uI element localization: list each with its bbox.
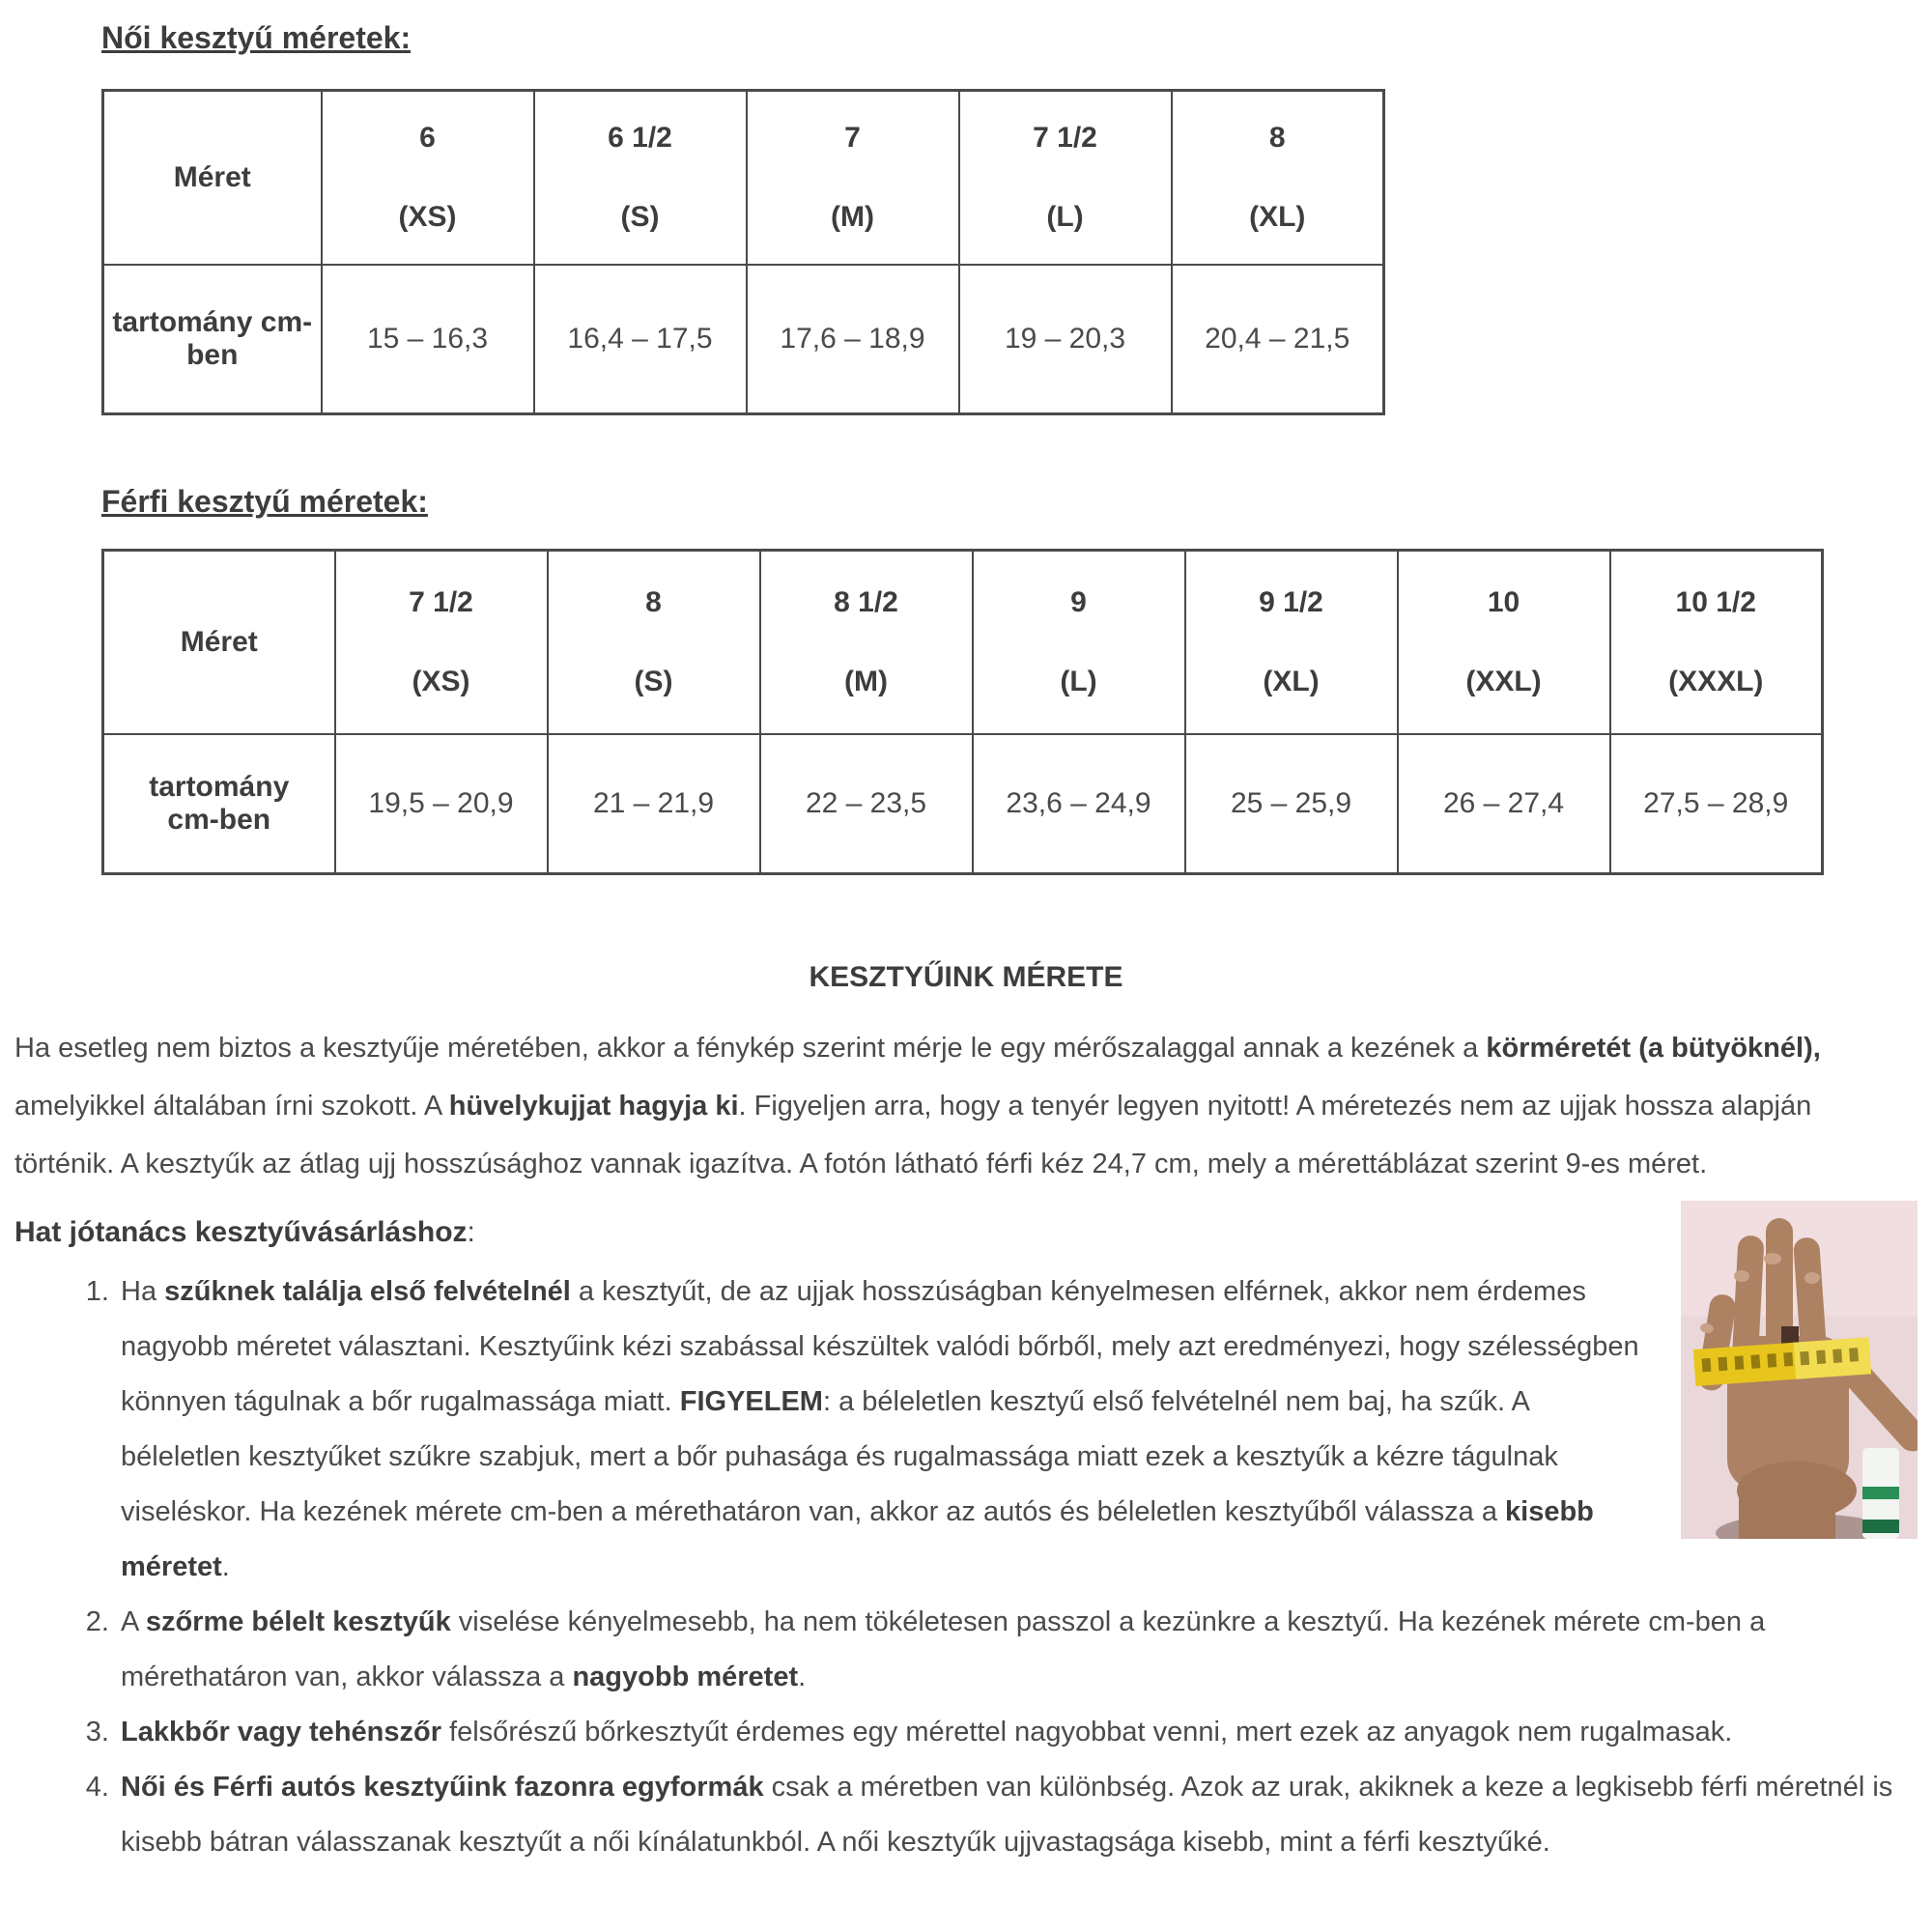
women-size-header: 6 (XS): [322, 91, 534, 265]
women-range-cell: 15 – 16,3: [322, 265, 534, 414]
tape-case-graphic: [1862, 1448, 1899, 1539]
men-range-cell: 19,5 – 20,9: [335, 734, 548, 874]
men-row-label-cell: tartomány cm-ben: [103, 734, 335, 874]
men-size-header: 8 1/2 (M): [760, 551, 973, 734]
women-range-cell: 16,4 – 17,5: [534, 265, 747, 414]
women-size-header: 7 1/2 (L): [959, 91, 1172, 265]
women-table-title: Női kesztyű méretek:: [101, 20, 412, 55]
women-size-header: 8 (XL): [1172, 91, 1384, 265]
women-row-label-cell: tartomány cm- ben: [103, 265, 322, 414]
women-range-cell: 20,4 – 21,5: [1172, 265, 1384, 414]
section-heading: KESZTYŰINK MÉRETE: [809, 961, 1123, 993]
advice-item-2: 2. A szőrme bélelt kesztyűk viselése kényelmesebb, ha nem tökéletesen passzol a kezünkre a kesztyű. Ha kezének mérete cm-ben a mérethatáron van, akkor válassza a nagyobb méretet.: [117, 1595, 1918, 1705]
men-size-header: 8 (S): [548, 551, 760, 734]
men-range-cell: 21 – 21,9: [548, 734, 760, 874]
hand-measurement-photo: [1681, 1201, 1918, 1539]
men-size-header: 7 1/2 (XS): [335, 551, 548, 734]
men-range-cell: 27,5 – 28,9: [1610, 734, 1823, 874]
women-corner-cell: [103, 91, 322, 265]
men-size-header: 9 1/2 (XL): [1185, 551, 1398, 734]
intro-paragraph: Ha esetleg nem biztos a kesztyűje méretében, akkor a fénykép szerint mérje le egy mérőszalaggal annak a kezének a körméretét (a bütyöknél), amelyikkel általában írni szokott. A hüvelykujjat hagyja ki. Figyeljen arra, hogy a tenyér legyen nyitott! A méretezés nem az ujjak hossza alapján történik. A kesztyűk az átlag ujj hosszúsághoz vannak igazítva. A fotón látható férfi kéz 24,7 cm, mely a mérettáblázat szerint 9-es méret.: [14, 1033, 1821, 1179]
women-size-table: [101, 89, 1385, 415]
hand-with-tape-illustration: [1681, 1201, 1918, 1539]
women-size-header: 7 (M): [747, 91, 959, 265]
corner-label: Méret: [173, 160, 251, 193]
advice-item-4: 4. Női és Férfi autós kesztyűink fazonra egyformák csak a méretben van különbség. Azok az urak, akiknek a keze a legkisebb férfi méretnél is kisebb bátran válasszanak kesztyűt a női kínálatunkból. A női kesztyűk ujjvastagsága kisebb, mint a férfi kesztyűké.: [117, 1760, 1918, 1870]
men-size-table: [101, 549, 1824, 875]
men-size-header: 10 1/2 (XXXL): [1610, 551, 1823, 734]
corner-label: Méret: [180, 625, 258, 658]
advice-heading: Hat jótanács kesztyűvásárláshoz:: [14, 1216, 475, 1248]
men-size-header: 10 (XXL): [1398, 551, 1610, 734]
advice-section: [14, 1212, 1918, 1870]
men-range-cell: 25 – 25,9: [1185, 734, 1398, 874]
advice-item-3: 3. Lakkbőr vagy tehénszőr felsőrészű bőrkesztyűt érdemes egy mérettel nagyobbat venni, mert ezek az anyagok nem rugalmasak.: [117, 1705, 1918, 1760]
men-range-cell: 22 – 23,5: [760, 734, 973, 874]
men-table-title: Férfi kesztyű méretek:: [101, 484, 428, 519]
women-size-header: 6 1/2 (S): [534, 91, 747, 265]
men-range-cell: 26 – 27,4: [1398, 734, 1610, 874]
women-range-cell: 17,6 – 18,9: [747, 265, 959, 414]
men-corner-cell: [103, 551, 335, 734]
women-range-cell: 19 – 20,3: [959, 265, 1172, 414]
men-size-header: 9 (L): [973, 551, 1185, 734]
men-range-cell: 23,6 – 24,9: [973, 734, 1185, 874]
advice-item-1: 1. Ha szűknek találja első felvételnél a kesztyűt, de az ujjak hosszúságban kényelmesen elférnek, akkor nem érdemes nagyobb méretet választani. Kesztyűink kézi szabással készültek valódi bőrből, mely azt eredményezi, hogy szélességben könnyen tágulnak a bőr rugalmassága miatt. FIGYELEM: a béleletlen kesztyű első felvételnél nem baj, ha szűk. A béleletlen kesztyűket szűkre szabjuk, mert a bőr puhasága és rugalmassága miatt ezek a kesztyűk a kézre tágulnak viseléskor. Ha kezének mérete cm-ben a mérethatáron van, akkor az autós és béleletlen kesztyűből válassza a kisebb méretet.: [117, 1264, 1918, 1595]
advice-list: [14, 1264, 1918, 1870]
